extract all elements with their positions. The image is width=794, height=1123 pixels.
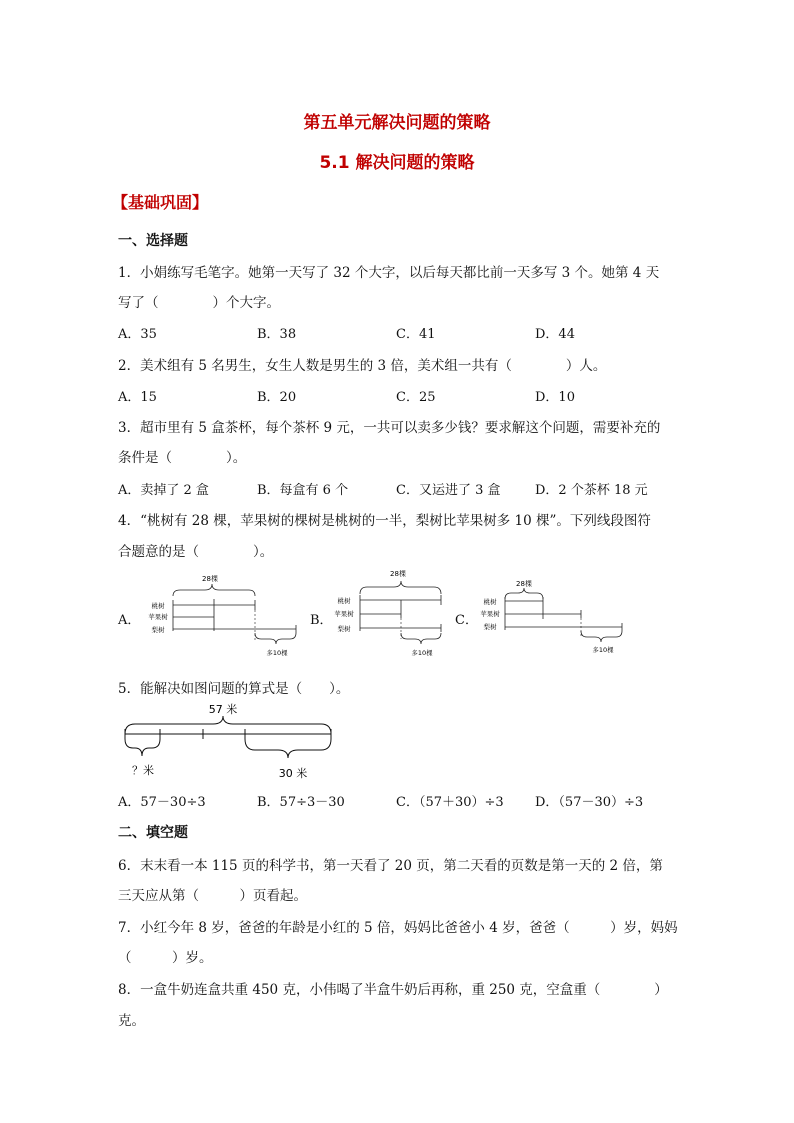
diagram-a-top-label: 28棵 — [202, 575, 218, 583]
question-2-line1: 2．美术组有 5 名男生，女生人数是男生的 3 倍，美术组一共有（ ）人。 — [118, 358, 607, 374]
svg-text:桃树: 桃树 — [483, 598, 497, 606]
diagram-unknown-label: ？米 — [132, 764, 154, 777]
q5-option-d[interactable]: D．（57－30）÷3 — [535, 795, 644, 810]
svg-text:多10棵: 多10棵 — [592, 646, 614, 654]
question-4-line1: 4．“桃树有 28 棵，苹果树的棵树是桃树的一半，梨树比苹果树多 10 棵”。下列线段图符 — [118, 513, 651, 529]
svg-text:苹果树: 苹果树 — [148, 613, 168, 621]
question-7-line1: 7．小红今年 8 岁，爸爸的年龄是小红的 5 倍，妈妈比爸爸小 4 岁，爸爸（ ）岁，妈妈 — [118, 920, 678, 936]
q5-option-b[interactable]: B．57÷3－30 — [257, 795, 345, 810]
q2-option-b[interactable]: B．20 — [257, 390, 297, 405]
question-4-line2: 合题意的是（ ）。 — [118, 544, 274, 560]
q1-option-b[interactable]: B．38 — [257, 327, 297, 342]
q4-diagram-c — [472, 575, 632, 660]
question-1-line1: 1．小娟练写毛笔字。她第一天写了 32 个大字，以后每天都比前一天多写 3 个。她第 4 天 — [118, 265, 660, 281]
question-6-line1: 6．末末看一本 115 页的科学书，第一天看了 20 页，第二天看的页数是第一天的 2 倍，第 — [118, 858, 663, 874]
svg-text:梨树: 梨树 — [483, 623, 497, 631]
q3-option-d[interactable]: D．2 个茶杯 18 元 — [535, 483, 648, 498]
q2-option-d[interactable]: D．10 — [535, 390, 575, 405]
svg-text:苹果树: 苹果树 — [480, 610, 500, 618]
q1-option-a[interactable]: A．35 — [118, 327, 157, 342]
diagram-b-top-label: 28棵 — [390, 570, 406, 578]
svg-text:桃树: 桃树 — [151, 602, 165, 610]
q2-option-c[interactable]: C．25 — [396, 390, 436, 405]
diagram-c-top-label: 28棵 — [516, 580, 532, 588]
question-3-line2: 条件是（ ）。 — [118, 450, 247, 466]
q5-diagram — [118, 698, 348, 783]
question-7-line2: （ ）岁。 — [118, 950, 213, 966]
question-1-line2: 写了（ ）个大字。 — [118, 295, 280, 311]
svg-text:苹果树: 苹果树 — [334, 610, 354, 618]
question-5-line1: 5．能解决如图问题的算式是（ ）。 — [118, 681, 350, 697]
q4-option-b[interactable]: B． — [310, 613, 333, 628]
q1-option-c[interactable]: C．41 — [396, 327, 436, 342]
svg-text:多10棵: 多10棵 — [411, 649, 433, 657]
question-3-line1: 3．超市里有 5 盒茶杯，每个茶杯 9 元，一共可以卖多少钱？要求解这个问题，需要补充的 — [118, 420, 661, 436]
question-8-line2: 克。 — [118, 1013, 145, 1029]
q5-option-c[interactable]: C．（57＋30）÷3 — [396, 795, 504, 810]
question-6-line2: 三天应从第（ ）页看起。 — [118, 888, 307, 904]
q2-option-a[interactable]: A．15 — [118, 390, 157, 405]
part2-heading: 二、填空题 — [118, 825, 188, 841]
q4-option-c[interactable]: C． — [455, 613, 478, 628]
part1-heading: 一、选择题 — [118, 233, 188, 249]
svg-text:梨树: 梨树 — [337, 625, 351, 633]
svg-text:多10棵: 多10棵 — [266, 649, 288, 657]
q4-option-a[interactable]: A． — [118, 613, 141, 628]
q3-option-a[interactable]: A．卖掉了 2 盒 — [118, 483, 209, 498]
q3-option-c[interactable]: C．又运进了 3 盒 — [396, 483, 501, 498]
q4-diagram-a — [140, 570, 300, 665]
q4-diagram-b — [326, 565, 456, 665]
section-label: 【基础巩固】 — [112, 193, 209, 212]
q5-option-a[interactable]: A．57－30÷3 — [118, 795, 206, 810]
q1-option-d[interactable]: D．44 — [535, 327, 575, 342]
question-8-line1: 8．一盒牛奶连盒共重 450 克，小伟喝了半盒牛奶后再称，重 250 克，空盒重（ ） — [118, 982, 668, 998]
diagram-known-label: 30 米 — [278, 767, 308, 780]
q3-option-b[interactable]: B．每盒有 6 个 — [257, 483, 349, 498]
diagram-total-label: 57 米 — [208, 703, 238, 716]
page-title: 第五单元解决问题的策略 — [303, 113, 491, 133]
svg-text:梨树: 梨树 — [151, 626, 165, 634]
page-subtitle: 5.1 解决问题的策略 — [319, 153, 475, 173]
svg-text:桃树: 桃树 — [337, 597, 351, 605]
